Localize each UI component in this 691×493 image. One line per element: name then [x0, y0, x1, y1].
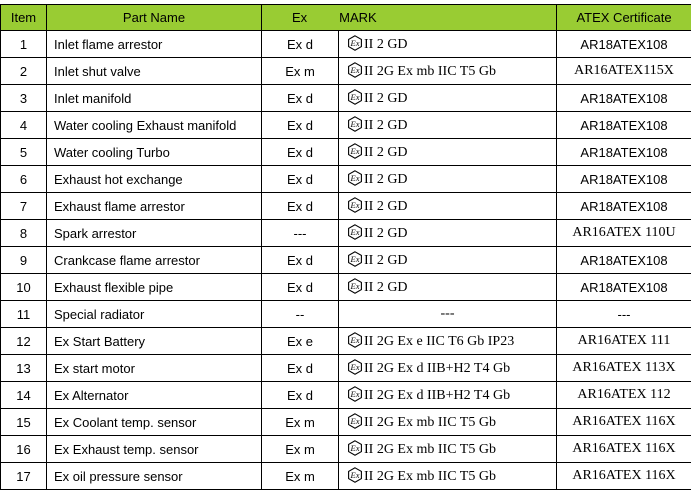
- svg-text:Ex: Ex: [350, 470, 360, 480]
- ex-mark: [339, 328, 557, 355]
- svg-text:Ex: Ex: [350, 65, 360, 75]
- part-name: Ex Exhaust temp. sensor: [47, 436, 262, 463]
- svg-text:Ex: Ex: [350, 200, 360, 210]
- ex-protection: Ex m: [262, 58, 339, 85]
- ex-protection: Ex d: [262, 193, 339, 220]
- svg-text:Ex: Ex: [350, 119, 360, 129]
- ex-hexagon-icon: [347, 278, 363, 294]
- atex-certificate: AR16ATEX 116X: [557, 463, 691, 490]
- ex-hexagon-icon: [347, 35, 363, 51]
- part-name: Ex oil pressure sensor: [47, 463, 262, 490]
- ex-mark-text: II 2 GD: [364, 37, 408, 52]
- table-row: [1, 58, 691, 85]
- svg-text:Ex: Ex: [350, 38, 360, 48]
- ex-mark: [339, 139, 557, 166]
- table-row: [1, 193, 691, 220]
- part-name: Special radiator: [47, 301, 262, 328]
- ex-mark-text: II 2G Ex e IIC T6 Gb IP23: [364, 334, 515, 349]
- table-row: [1, 139, 691, 166]
- part-name: Ex start motor: [47, 355, 262, 382]
- table-row: [1, 31, 691, 58]
- ex-protection: Ex d: [262, 31, 339, 58]
- ex-hexagon-icon: [347, 170, 363, 186]
- ex-mark: [339, 301, 557, 328]
- ex-hexagon-icon: [347, 62, 363, 78]
- ex-protection: Ex d: [262, 112, 339, 139]
- ex-mark-text: II 2G Ex mb IIC T5 Gb: [364, 415, 496, 430]
- ex-protection: Ex d: [262, 85, 339, 112]
- atex-certificate: AR16ATEX 116X: [557, 436, 691, 463]
- ex-hexagon-icon: [347, 332, 363, 348]
- item-number: 4: [1, 112, 47, 139]
- ex-mark: [339, 409, 557, 436]
- item-number: 10: [1, 274, 47, 301]
- ex-mark: [339, 436, 557, 463]
- atex-certificate: AR18ATEX108: [557, 139, 691, 166]
- svg-text:Ex: Ex: [350, 173, 360, 183]
- part-name: Ex Alternator: [47, 382, 262, 409]
- part-name: Inlet shut valve: [47, 58, 262, 85]
- ex-mark: [339, 31, 557, 58]
- svg-text:Ex: Ex: [350, 281, 360, 291]
- ex-hexagon-icon: [347, 197, 363, 213]
- svg-text:Ex: Ex: [350, 389, 360, 399]
- ex-hexagon-icon: [347, 143, 363, 159]
- ex-protection: Ex d: [262, 274, 339, 301]
- svg-text:Ex: Ex: [350, 227, 360, 237]
- atex-certificate: AR18ATEX108: [557, 193, 691, 220]
- item-number: 6: [1, 166, 47, 193]
- svg-text:Ex: Ex: [350, 335, 360, 345]
- part-name: Ex Start Battery: [47, 328, 262, 355]
- atex-certificate: AR16ATEX 111: [557, 328, 691, 355]
- table-row: [1, 409, 691, 436]
- ex-hexagon-icon: [347, 116, 363, 132]
- header-atex-certificate: ATEX Certificate: [557, 5, 691, 31]
- ex-protection: Ex d: [262, 139, 339, 166]
- atex-certificate: AR16ATEX 110U: [557, 220, 691, 247]
- ex-mark-text: II 2 GD: [364, 199, 408, 214]
- atex-certificate: AR16ATEX 116X: [557, 409, 691, 436]
- ex-protection: --: [262, 301, 339, 328]
- atex-certificate: AR16ATEX 113X: [557, 355, 691, 382]
- atex-certificate: AR16ATEX 112: [557, 382, 691, 409]
- ex-mark: [339, 220, 557, 247]
- ex-mark-text: II 2 GD: [364, 172, 408, 187]
- atex-parts-table: [0, 4, 691, 490]
- svg-text:Ex: Ex: [350, 92, 360, 102]
- item-number: 16: [1, 436, 47, 463]
- table-row: [1, 220, 691, 247]
- item-number: 14: [1, 382, 47, 409]
- ex-hexagon-icon: [347, 359, 363, 375]
- ex-mark-text: II 2 GD: [364, 145, 408, 160]
- ex-protection: Ex m: [262, 436, 339, 463]
- ex-mark: [339, 274, 557, 301]
- ex-protection: Ex m: [262, 463, 339, 490]
- table-header-row: [1, 5, 691, 31]
- ex-mark-text: II 2G Ex d IIB+H2 T4 Gb: [364, 388, 511, 403]
- table-row: [1, 85, 691, 112]
- ex-hexagon-icon: [347, 467, 363, 483]
- part-name: Spark arrestor: [47, 220, 262, 247]
- atex-certificate: AR18ATEX108: [557, 31, 691, 58]
- atex-certificate: ---: [557, 301, 691, 328]
- ex-mark: [339, 193, 557, 220]
- ex-protection: Ex d: [262, 355, 339, 382]
- ex-mark: [339, 58, 557, 85]
- ex-mark-text: II 2G Ex d IIB+H2 T4 Gb: [364, 361, 511, 376]
- item-number: 8: [1, 220, 47, 247]
- ex-mark-text: II 2 GD: [364, 253, 408, 268]
- ex-hexagon-icon: [347, 386, 363, 402]
- part-name: Crankcase flame arrestor: [47, 247, 262, 274]
- table-row: [1, 301, 691, 328]
- part-name: Exhaust flame arrestor: [47, 193, 262, 220]
- ex-hexagon-icon: [347, 413, 363, 429]
- table-row: [1, 247, 691, 274]
- part-name: Water cooling Turbo: [47, 139, 262, 166]
- ex-hexagon-icon: [347, 440, 363, 456]
- table-row: [1, 382, 691, 409]
- item-number: 9: [1, 247, 47, 274]
- item-number: 11: [1, 301, 47, 328]
- ex-hexagon-icon: [347, 251, 363, 267]
- ex-protection: Ex e: [262, 328, 339, 355]
- table-row: [1, 166, 691, 193]
- ex-mark: [339, 247, 557, 274]
- table-row: [1, 274, 691, 301]
- part-name: Inlet manifold: [47, 85, 262, 112]
- ex-mark-text: II 2 GD: [364, 91, 408, 106]
- ex-mark: [339, 382, 557, 409]
- header-part-name: Part Name: [47, 5, 262, 31]
- ex-hexagon-icon: [347, 89, 363, 105]
- table-row: [1, 355, 691, 382]
- ex-mark: [339, 463, 557, 490]
- ex-hexagon-icon: [347, 224, 363, 240]
- svg-text:Ex: Ex: [350, 416, 360, 426]
- ex-mark-text: II 2G Ex mb IIC T5 Gb: [364, 64, 496, 79]
- table-row: [1, 463, 691, 490]
- atex-certificate: AR18ATEX108: [557, 112, 691, 139]
- ex-mark-text: II 2 GD: [364, 118, 408, 133]
- item-number: 13: [1, 355, 47, 382]
- ex-protection: ---: [262, 220, 339, 247]
- table-row: [1, 112, 691, 139]
- header-mark: MARK: [339, 10, 377, 25]
- item-number: 1: [1, 31, 47, 58]
- svg-text:Ex: Ex: [350, 443, 360, 453]
- part-name: Ex Coolant temp. sensor: [47, 409, 262, 436]
- atex-certificate: AR18ATEX108: [557, 274, 691, 301]
- ex-mark-text: II 2 GD: [364, 226, 408, 241]
- header-item: Item: [1, 5, 47, 31]
- atex-certificate: AR16ATEX115X: [557, 58, 691, 85]
- part-name: Water cooling Exhaust manifold: [47, 112, 262, 139]
- ex-mark-text: II 2 GD: [364, 280, 408, 295]
- part-name: Exhaust hot exchange: [47, 166, 262, 193]
- svg-text:Ex: Ex: [350, 362, 360, 372]
- table-row: [1, 436, 691, 463]
- ex-mark-text: II 2G Ex mb IIC T5 Gb: [364, 469, 496, 484]
- ex-mark-text: II 2G Ex mb IIC T5 Gb: [364, 442, 496, 457]
- atex-certificate: AR18ATEX108: [557, 166, 691, 193]
- ex-mark: [339, 355, 557, 382]
- ex-mark: [339, 166, 557, 193]
- ex-protection: Ex d: [262, 382, 339, 409]
- ex-mark: [339, 112, 557, 139]
- atex-certificate: AR18ATEX108: [557, 247, 691, 274]
- ex-protection: Ex d: [262, 166, 339, 193]
- item-number: 5: [1, 139, 47, 166]
- item-number: 12: [1, 328, 47, 355]
- header-ex: Ex: [292, 10, 308, 25]
- ex-protection: Ex m: [262, 409, 339, 436]
- item-number: 15: [1, 409, 47, 436]
- item-number: 3: [1, 85, 47, 112]
- header-ex-mark: [262, 5, 557, 31]
- item-number: 2: [1, 58, 47, 85]
- atex-certificate: AR18ATEX108: [557, 85, 691, 112]
- part-name: Exhaust flexible pipe: [47, 274, 262, 301]
- part-name: Inlet flame arrestor: [47, 31, 262, 58]
- item-number: 17: [1, 463, 47, 490]
- item-number: 7: [1, 193, 47, 220]
- ex-mark-text: ---: [440, 306, 455, 321]
- svg-text:Ex: Ex: [350, 146, 360, 156]
- ex-mark: [339, 85, 557, 112]
- table-row: [1, 328, 691, 355]
- ex-protection: Ex d: [262, 247, 339, 274]
- svg-text:Ex: Ex: [350, 254, 360, 264]
